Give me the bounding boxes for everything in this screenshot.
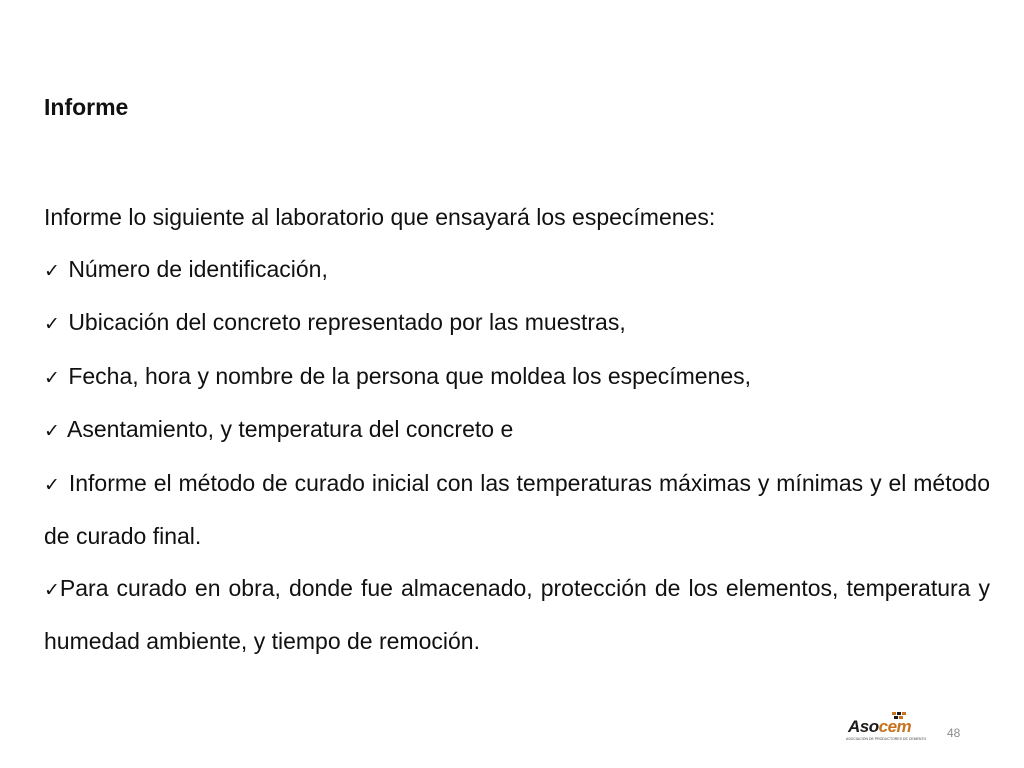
asocem-logo [842,712,932,746]
list-item-text: Fecha, hora y nombre de la persona que moldea los especímenes, [68,362,752,389]
list-item-4 [44,404,990,458]
intro-text: Informe lo siguiente al laboratorio que ensayará los especímenes: [44,204,716,230]
logo-subtitle: ASOCIACIÓN DE PRODUCTORES DE CEMENTO [846,737,927,741]
logo-wordmark: Asocem [848,717,912,736]
list-item-1 [44,244,990,298]
checkmark-icon: ✓ [44,473,60,496]
list-item-6 [44,563,990,668]
checkmark-icon: ✓ [44,259,60,282]
checkmark-icon: ✓ [44,578,60,601]
slide-footer [842,712,988,748]
checkmark-icon: ✓ [44,313,60,335]
list-item-5 [44,458,990,563]
list-item-2 [44,297,990,351]
list-item-text: Para curado en obra, donde fue almacenado, protección de los elementos, temperatura y humedad ambiente, y tiempo de remoción. [44,574,990,654]
page-number: 48 [947,726,961,740]
list-item-text: Informe el método de curado inicial con las temperaturas máximas y mínimas y el método de curado final. [44,469,990,549]
slide-body [44,192,990,668]
checkmark-icon: ✓ [44,420,60,442]
slide-heading: Informe [44,94,129,120]
list-item-text: Ubicación del concreto representado por las muestras, [68,309,626,335]
list-item-text: Asentamiento, y temperatura del concreto e [67,416,514,442]
checkmark-icon: ✓ [44,366,60,389]
list-item-text: Número de identificación, [68,255,328,282]
list-item-3 [44,351,990,405]
